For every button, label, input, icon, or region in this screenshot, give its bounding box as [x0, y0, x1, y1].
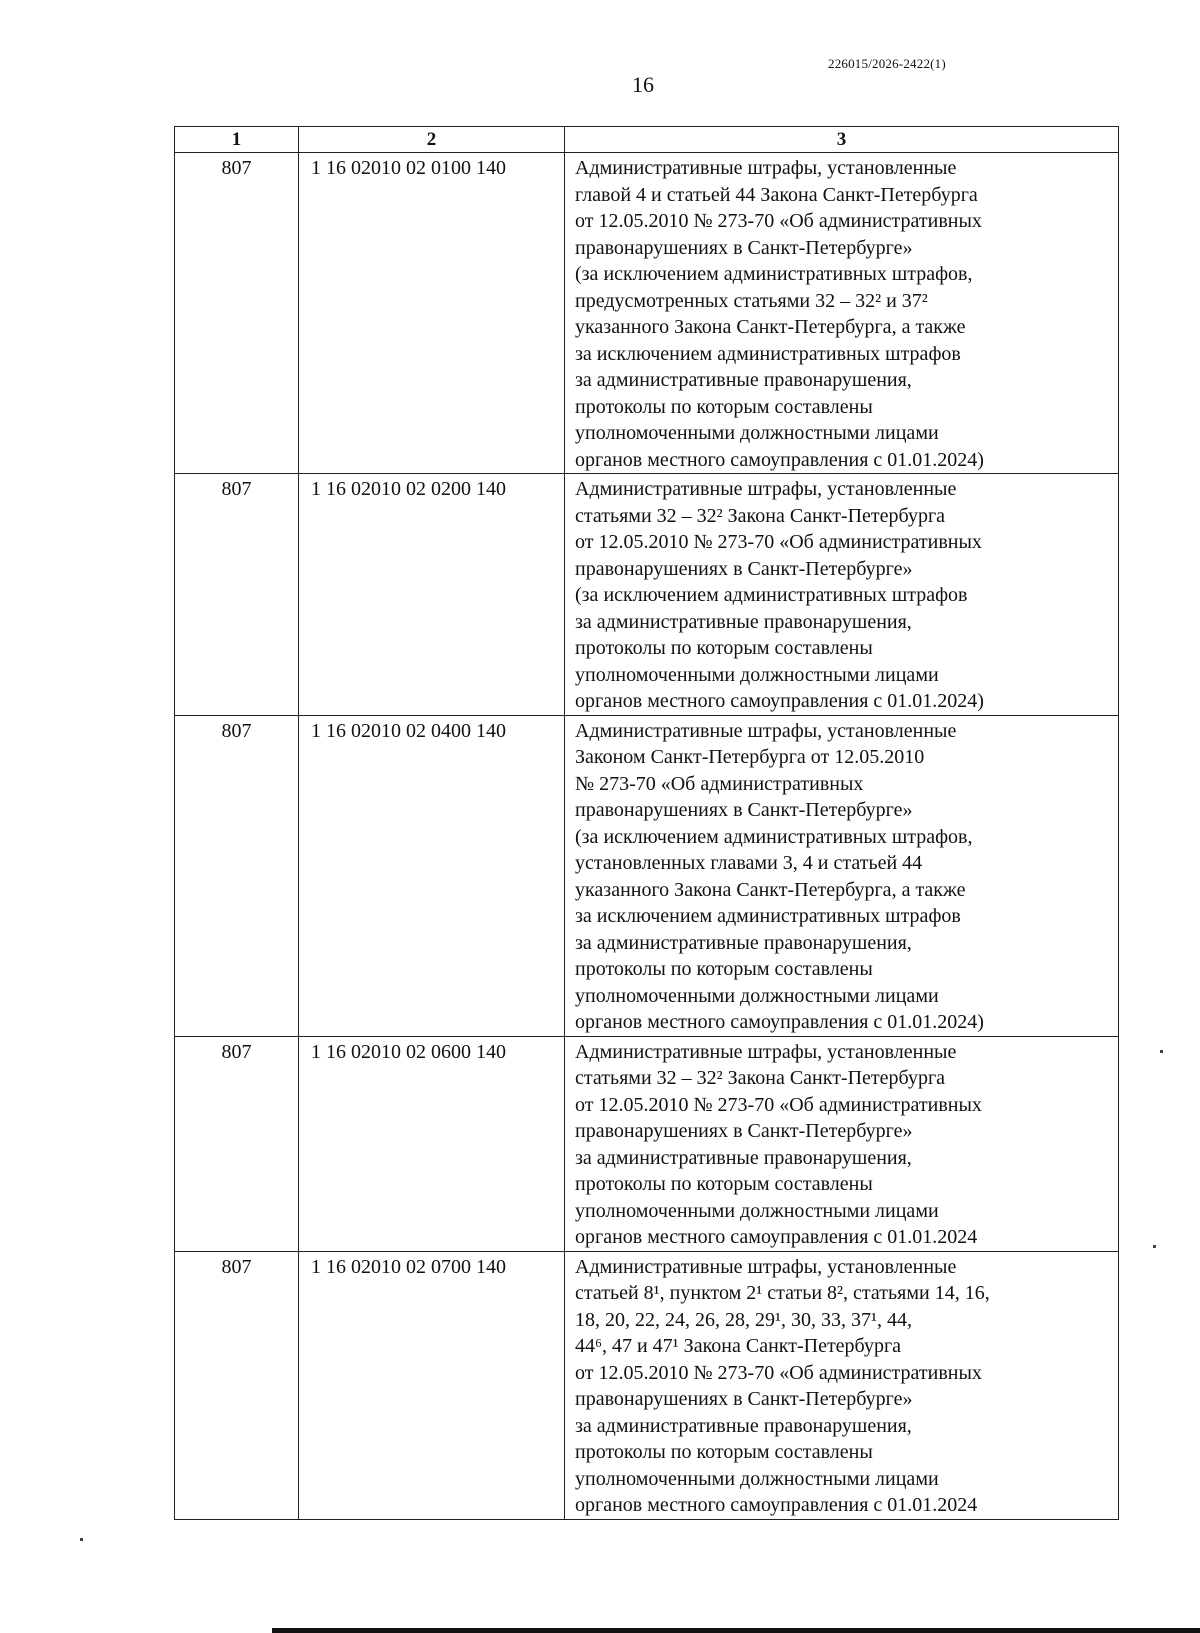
page-number: 16: [632, 72, 654, 97]
description-line: за административные правонарушения,: [575, 1146, 912, 1169]
description-line: органов местного самоуправления с 01.01.2024: [575, 1494, 978, 1516]
description-line: органов местного самоуправления с 01.01.2024): [575, 448, 984, 471]
description-line: за исключением административных штрафов: [575, 905, 961, 927]
description-line: правонарушениях в Санкт-Петербурге»: [575, 1388, 913, 1410]
cell-description: [565, 715, 1119, 1036]
description-line: протоколы по которым составлены: [575, 1173, 873, 1195]
cell-classification-code: 1 16 02010 02 0700 140: [299, 1251, 565, 1519]
description-line: правонарушениях в Санкт-Петербурге»: [575, 557, 913, 580]
description-line: уполномоченными должностными лицами: [575, 1467, 939, 1490]
description-line: за административные правонарушения,: [575, 610, 912, 633]
description-line: за административные правонарушения,: [575, 931, 912, 954]
cell-code: 807: [175, 1251, 299, 1519]
description-line: органов местного самоуправления с 01.01.2024): [575, 1011, 984, 1033]
description-line: за исключением административных штрафов: [575, 342, 961, 365]
description-line: предусмотренных статьями 32 – 32² и 37²: [575, 289, 928, 312]
description-line: Законом Санкт-Петербурга от 12.05.2010: [575, 746, 925, 768]
description-line: органов местного самоуправления с 01.01.2024): [575, 690, 984, 712]
table-body: [175, 153, 1119, 1520]
cell-description: [565, 474, 1119, 716]
description-line: 44⁶, 47 и 47¹ Закона Санкт-Петербурга: [575, 1335, 902, 1357]
table-header-row: [175, 127, 1119, 153]
scan-mark: [272, 1628, 1200, 1633]
description-line: уполномоченными должностными лицами: [575, 1199, 939, 1222]
description-line: указанного Закона Санкт-Петербурга, а также: [575, 316, 966, 338]
table-row: [175, 474, 1119, 716]
description-line: статьями 32 – 32² Закона Санкт-Петербурга: [575, 504, 946, 527]
column-header-1: 1: [175, 127, 299, 153]
cell-description: [565, 1251, 1119, 1519]
document-number: 226015/2026-2422(1): [828, 56, 946, 71]
description-line: (за исключением административных штрафов,: [575, 825, 973, 848]
description-line: от 12.05.2010 № 273-70 «Об административных: [575, 1361, 982, 1384]
description-line: правонарушениях в Санкт-Петербурге»: [575, 799, 913, 821]
description-line: уполномоченными должностными лицами: [575, 984, 939, 1007]
description-line: статьями 32 – 32² Закона Санкт-Петербурга: [575, 1067, 946, 1089]
description-line: правонарушениях в Санкт-Петербурге»: [575, 236, 913, 259]
description-line: (за исключением административных штрафов,: [575, 263, 973, 285]
scan-mark: [80, 1538, 83, 1541]
description-line: Административные штрафы, установленные: [575, 157, 957, 179]
table-row: [175, 1036, 1119, 1251]
column-header-2: 2: [299, 127, 565, 153]
description-line: от 12.05.2010 № 273-70 «Об административных: [575, 210, 982, 232]
description-line: органов местного самоуправления с 01.01.2024: [575, 1226, 978, 1248]
description-line: Административные штрафы, установленные: [575, 478, 957, 500]
description-line: протоколы по которым составлены: [575, 958, 873, 980]
description-line: Административные штрафы, установленные: [575, 719, 957, 742]
cell-classification-code: 1 16 02010 02 0600 140: [299, 1036, 565, 1251]
description-line: (за исключением административных штрафов: [575, 584, 968, 606]
cell-description: [565, 1036, 1119, 1251]
description-line: от 12.05.2010 № 273-70 «Об административных: [575, 531, 982, 553]
description-line: за административные правонарушения,: [575, 1414, 912, 1437]
description-line: от 12.05.2010 № 273-70 «Об административных: [575, 1093, 982, 1116]
scan-mark: [1160, 1050, 1163, 1053]
cell-code: 807: [175, 715, 299, 1036]
table-row: [175, 715, 1119, 1036]
table-row: [175, 153, 1119, 474]
column-header-3: 3: [565, 127, 1119, 153]
description-line: Административные штрафы, установленные: [575, 1040, 957, 1063]
description-line: уполномоченными должностными лицами: [575, 663, 939, 686]
description-line: протоколы по которым составлены: [575, 1441, 873, 1463]
table-row: [175, 1251, 1119, 1519]
description-line: указанного Закона Санкт-Петербурга, а также: [575, 878, 966, 901]
cell-classification-code: 1 16 02010 02 0200 140: [299, 474, 565, 716]
description-line: статьей 8¹, пунктом 2¹ статьи 8², статьями 14, 16,: [575, 1282, 990, 1304]
scan-mark: [1153, 1245, 1156, 1248]
cell-description: [565, 153, 1119, 474]
cell-code: 807: [175, 474, 299, 716]
description-line: главой 4 и статьей 44 Закона Санкт-Петербурга: [575, 183, 978, 206]
description-line: уполномоченными должностными лицами: [575, 422, 939, 444]
fines-table: [174, 126, 1119, 1520]
description-line: правонарушениях в Санкт-Петербурге»: [575, 1120, 913, 1142]
description-line: за административные правонарушения,: [575, 369, 912, 391]
description-line: установленных главами 3, 4 и статьей 44: [575, 852, 923, 874]
description-line: 18, 20, 22, 24, 26, 28, 29¹, 30, 33, 37¹, 44,: [575, 1308, 912, 1331]
description-line: Административные штрафы, установленные: [575, 1255, 957, 1278]
description-line: протоколы по которым составлены: [575, 637, 873, 659]
cell-classification-code: 1 16 02010 02 0400 140: [299, 715, 565, 1036]
cell-code: 807: [175, 153, 299, 474]
cell-code: 807: [175, 1036, 299, 1251]
description-line: протоколы по которым составлены: [575, 395, 873, 418]
cell-classification-code: 1 16 02010 02 0100 140: [299, 153, 565, 474]
description-line: № 273-70 «Об административных: [575, 772, 864, 795]
